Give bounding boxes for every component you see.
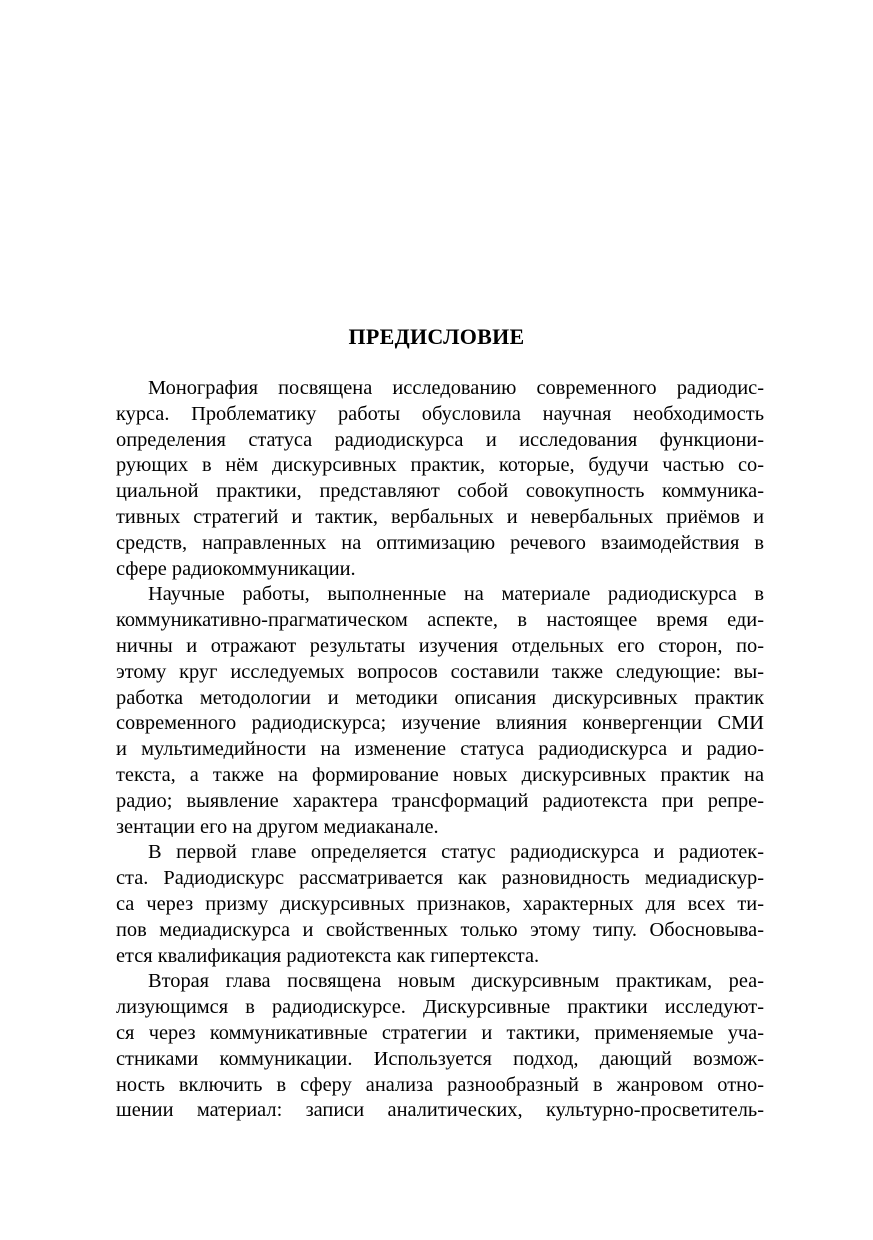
text-line: Монография посвящена исследованию современного радиодис- <box>148 377 764 399</box>
text-line: рующих в нём дискурсивных практик, которые, будучи частью со- <box>116 454 764 477</box>
text-line: средств, направленных на оптимизацию речевого взаимодействия в <box>116 531 764 554</box>
text-line: тивных стратегий и тактик, вербальных и невербальных приёмов и <box>116 505 764 528</box>
text-line: са через призму дискурсивных признаков, характерных для всех ти- <box>116 892 764 915</box>
text-line: современного радиодискурса; изучение влияния конвергенции СМИ <box>116 712 764 735</box>
text-line: этому круг исследуемых вопросов составили также следующие: вы- <box>116 660 764 683</box>
text-line: ста. Радиодискурс рассматривается как разновидность медиадискур- <box>116 867 764 890</box>
paragraph <box>116 582 764 840</box>
text-line: зентации его на другом медиаканале. <box>116 815 439 838</box>
text-line: определения статуса радиодискурса и исследования функциони- <box>116 428 764 451</box>
text-line: работка методологии и методики описания дискурсивных практик <box>116 686 764 709</box>
text-line: Вторая глава посвящена новым дискурсивным практикам, реа- <box>148 970 764 993</box>
paragraph <box>116 376 764 582</box>
text-line: сфере радиокоммуникации. <box>116 557 356 580</box>
text-line: и мультимедийности на изменение статуса радиодискурса и радио- <box>116 738 764 761</box>
text-line: циальной практики, представляют собой совокупность коммуника- <box>116 480 764 503</box>
text-line: радио; выявление характера трансформаций радиотекста при репре- <box>116 789 764 812</box>
text-line: ся через коммуникативные стратегии и тактики, применяемые уча- <box>116 1021 764 1044</box>
text-line: текста, а также на формирование новых дискурсивных практик на <box>116 763 764 786</box>
paragraph <box>116 969 764 1124</box>
document-body <box>116 376 764 1124</box>
text-line: ность включить в сферу анализа разнообразный в жанровом отно- <box>116 1073 764 1096</box>
text-line: шении материал: записи аналитических, культурно-просветитель- <box>116 1099 764 1122</box>
text-line: коммуникативно-прагматическом аспекте, в настоящее время еди- <box>116 609 764 632</box>
page-title: ПРЕДИСЛОВИЕ <box>348 324 525 349</box>
text-line: Научные работы, выполненные на материале радиодискурса в <box>148 583 764 606</box>
text-line: ничны и отражают результаты изучения отдельных его сторон, по- <box>116 634 764 657</box>
paragraph <box>116 840 764 969</box>
text-line: пов медиадискурса и свойственных только этому типу. Обосновыва- <box>116 918 764 941</box>
text-line: ется квалификация радиотекста как гипертекста. <box>116 944 540 967</box>
text-line: В первой главе определяется статус радиодискурса и радиотек- <box>148 841 764 864</box>
text-line: курса. Проблематику работы обусловила научная необходимость <box>116 402 764 425</box>
text-line: стниками коммуникации. Используется подход, дающий возмож- <box>116 1047 764 1070</box>
text-line: лизующимся в радиодискурсе. Дискурсивные практики исследуют- <box>116 996 764 1019</box>
